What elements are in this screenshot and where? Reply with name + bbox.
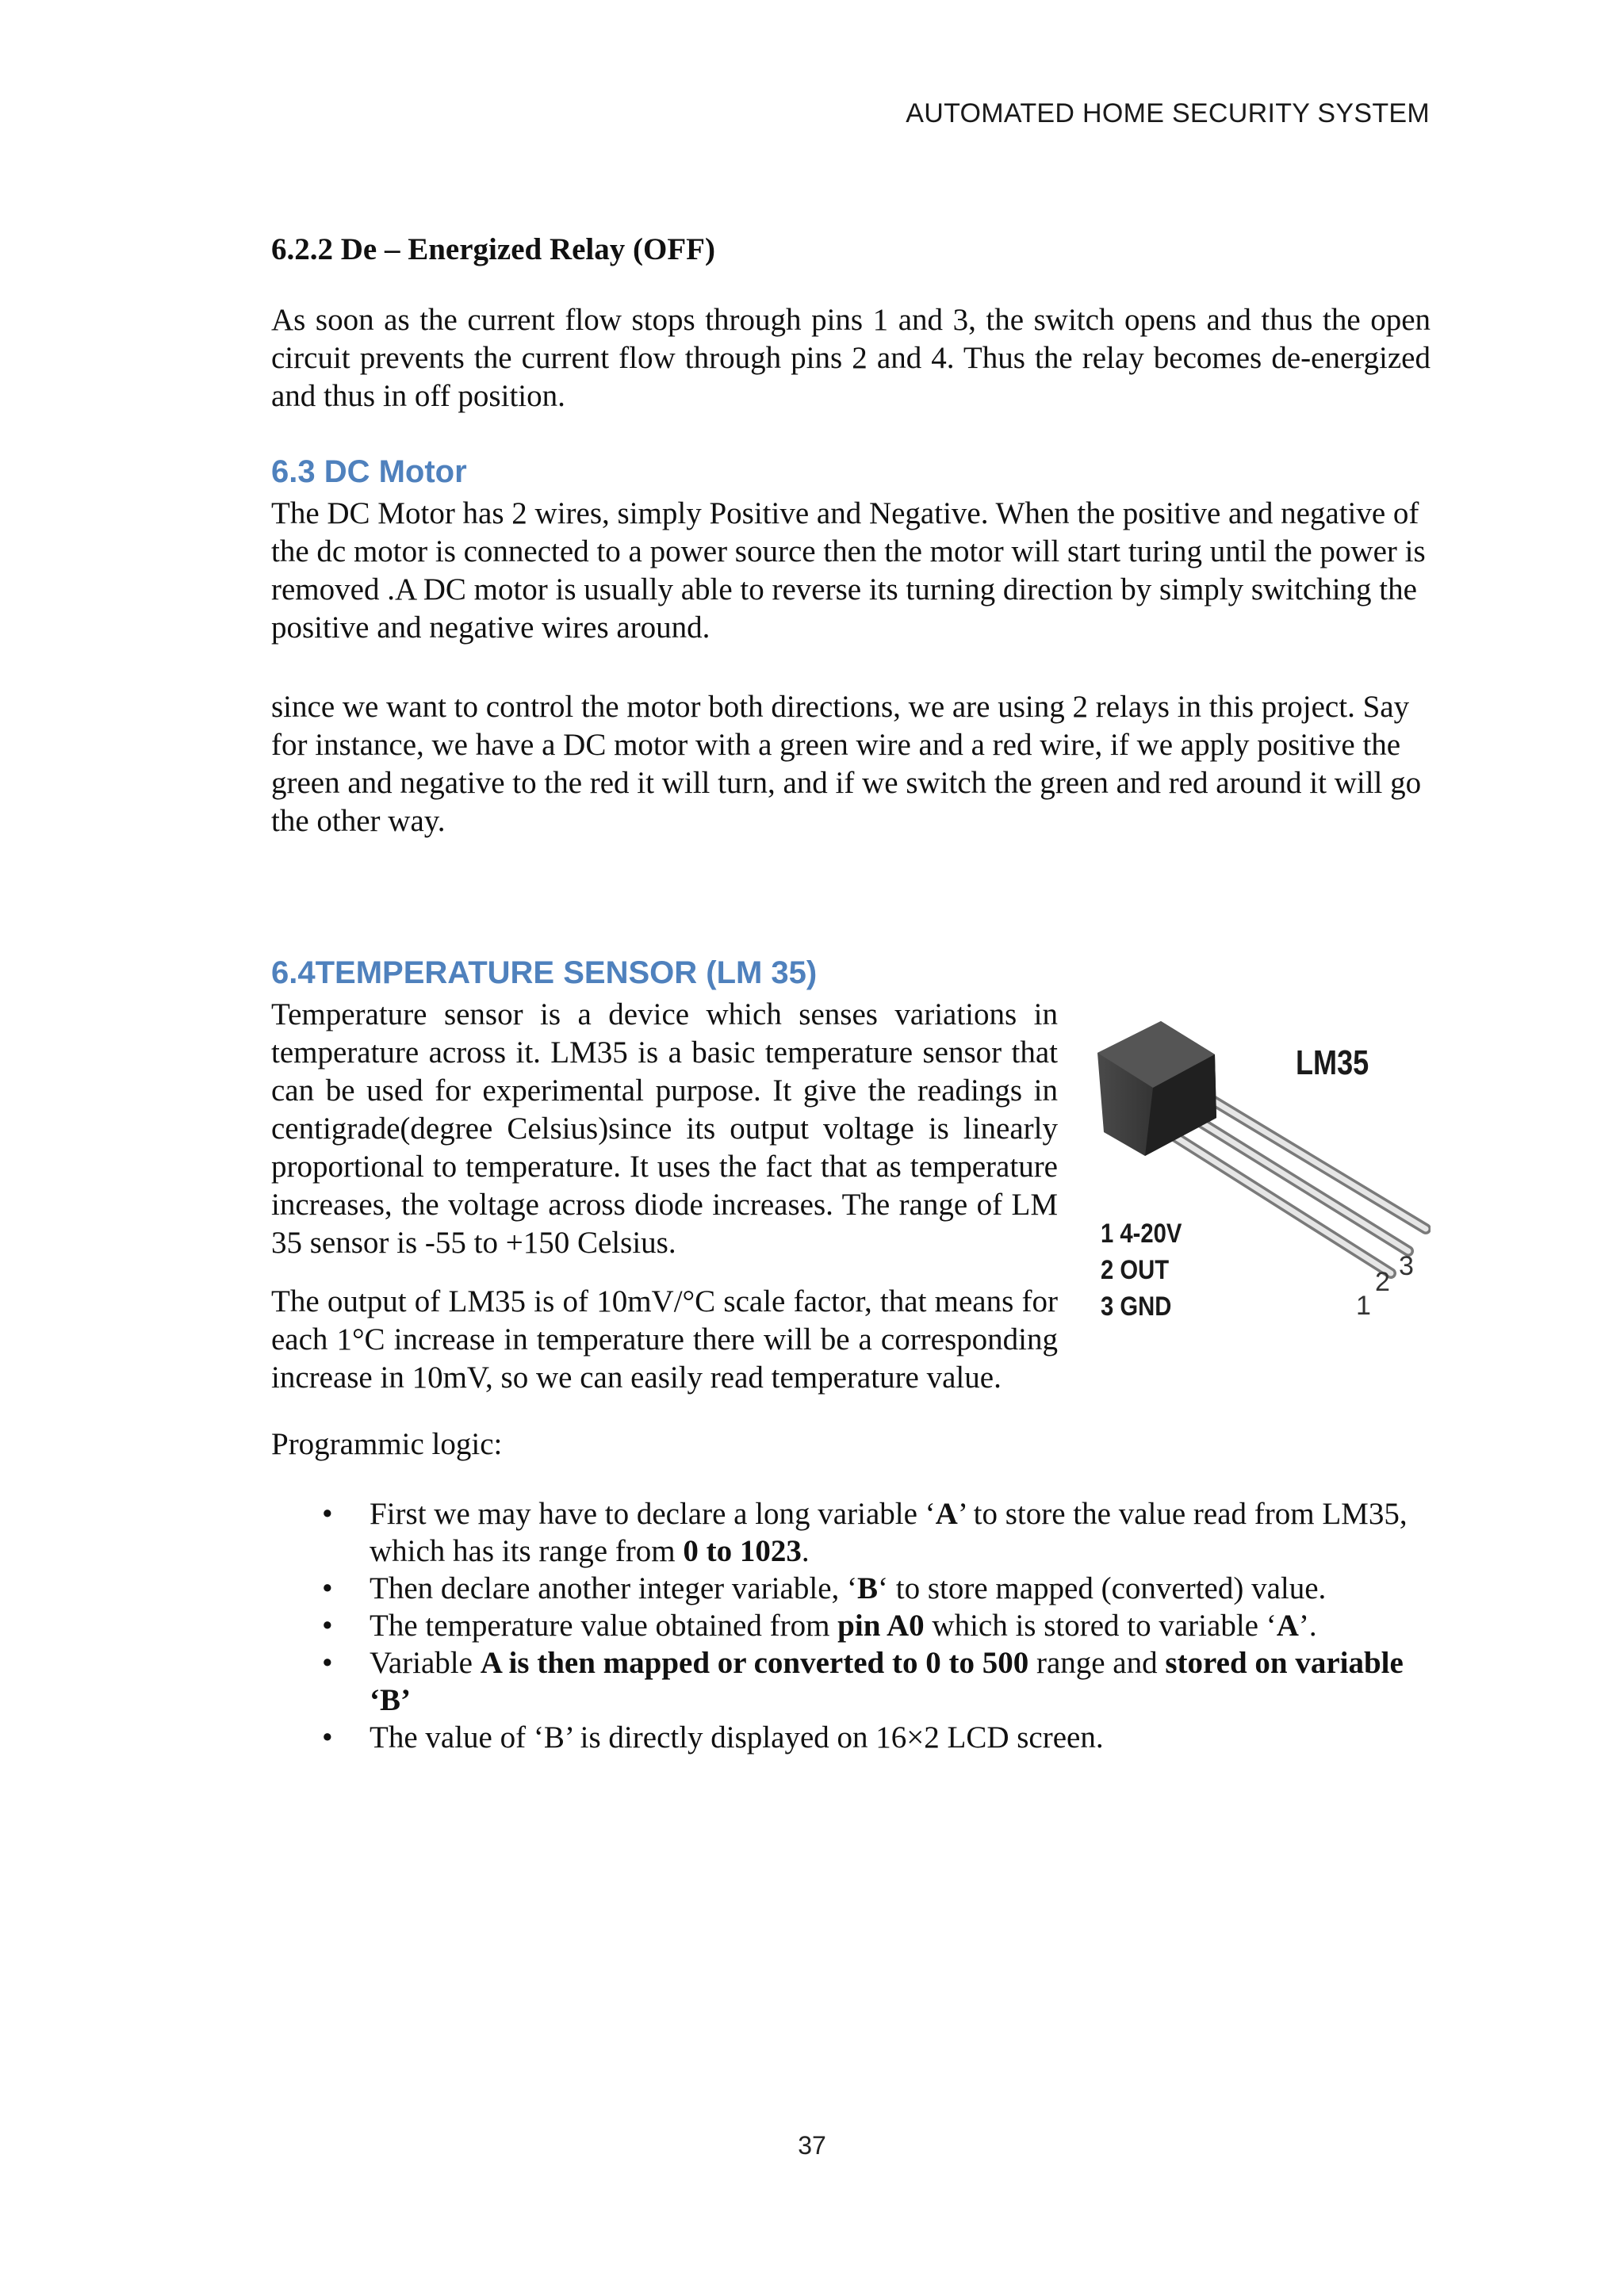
bullet-icon: • <box>322 1571 333 1605</box>
page-number: 37 <box>798 2131 826 2160</box>
relay-off-heading: 6.2.2 De – Energized Relay (OFF) <box>271 232 715 266</box>
bold-text: B <box>857 1571 879 1605</box>
bold-text: A <box>1276 1609 1299 1643</box>
text-segment: The temperature value obtained from <box>370 1609 838 1643</box>
section-gap <box>271 840 1431 934</box>
text-segment: range and <box>1028 1646 1166 1680</box>
dc-motor-heading: 6.3 DC Motor <box>271 454 467 489</box>
text-segment: ’ to store the value read from LM35, which has its range from <box>370 1497 1408 1568</box>
pin-number: 1 <box>1356 1291 1371 1321</box>
temp-sensor-text <box>271 996 1058 1397</box>
text-segment: which is stored to variable ‘ <box>924 1609 1277 1643</box>
bold-text: A <box>935 1497 958 1531</box>
lm35-leads <box>1170 1099 1426 1273</box>
temp-sensor-heading: 6.4TEMPERATURE SENSOR (LM 35) <box>271 955 818 990</box>
text-segment: First we may have to declare a long variable ‘ <box>370 1497 936 1531</box>
logic-list-item <box>271 1495 1431 1570</box>
bold-text: A is then mapped or converted to 0 to 500 <box>480 1646 1029 1680</box>
relay-off-paragraph: As soon as the current flow stops through pins 1 and 3, the switch opens and thus the open circuit prevents the current flow through pins 2 and 4. Thus the relay becomes de-energized and thus in off position. <box>271 303 1431 413</box>
running-header: AUTOMATED HOME SECURITY SYSTEM <box>906 98 1430 128</box>
pin-number: 2 <box>1375 1267 1390 1297</box>
dc-motor-paragraph-1: The DC Motor has 2 wires, simply Positive and Negative. When the positive and negative of the dc motor is connected to a power source then the motor will start turing until the power is removed .A DC motor is usually able to reverse its turning direction by simply switching the positive and negative wires around. <box>271 496 1426 645</box>
text-segment: ‘ to store mapped (converted) value. <box>878 1571 1327 1605</box>
temp-sensor-paragraph-1: Temperature sensor is a device which senses variations in temperature across it. LM35 is a basic temperature sensor that can be used for experimental purpose. It give the readings in centigrade(degree Celsius)since its output voltage is linearly proportional to temperature. It uses the fact that as temperature increases, the voltage across diode increases. The range of LM 35 sensor is -55 to +150 Celsius. <box>271 997 1058 1260</box>
pin-number: 3 <box>1399 1251 1414 1281</box>
pin-label: 2 OUT <box>1101 1255 1170 1285</box>
temp-sensor-paragraph-2: The output of LM35 is of 10mV/°C scale factor, that means for each 1°C increase in temperature there will be a corresponding increase in 10mV, so we can easily read temperature value. <box>271 1284 1058 1395</box>
bullet-icon: • <box>322 1609 333 1643</box>
text-segment: ’. <box>1298 1609 1317 1643</box>
bullet-icon: • <box>322 1720 333 1755</box>
logic-list-item <box>271 1607 1431 1644</box>
text-segment: The value of ‘B’ is directly displayed on 16×2 LCD screen. <box>370 1720 1104 1755</box>
paragraph-gap <box>271 1262 1058 1283</box>
logic-list-item <box>271 1719 1431 1756</box>
chip-title: LM35 <box>1296 1043 1369 1082</box>
temp-sensor-block <box>271 996 1431 1397</box>
text-segment: Then declare another integer variable, ‘ <box>370 1571 857 1605</box>
dc-motor-paragraph-2: since we want to control the motor both directions, we are using 2 relays in this project. Say for instance, we have a DC motor with a green wire and a red wire, if we apply positive the green and negative to the red it will turn, and if we switch the green and red around it will go the other way. <box>271 690 1422 838</box>
text-segment: Variable <box>370 1646 481 1680</box>
bullet-icon: • <box>322 1497 333 1531</box>
logic-intro: Programmic logic: <box>271 1427 503 1461</box>
paragraph-gap <box>271 647 1431 688</box>
bold-text: 0 to 1023 <box>683 1534 802 1568</box>
pin-label: 1 4-20V <box>1101 1219 1182 1249</box>
logic-list <box>271 1495 1431 1756</box>
bullet-icon: • <box>322 1646 333 1680</box>
bold-text: stored on variable ‘B’ <box>370 1646 1404 1717</box>
lm35-figure <box>1097 1021 1431 1354</box>
page-content <box>271 230 1431 1756</box>
bold-text: pin A0 <box>837 1609 925 1643</box>
pin-label-list <box>1101 1215 1182 1325</box>
logic-list-item <box>271 1644 1431 1719</box>
logic-list-item <box>271 1570 1431 1607</box>
lm35-body <box>1097 1021 1216 1156</box>
text-segment: . <box>801 1534 810 1568</box>
pin-label: 3 GND <box>1101 1292 1172 1322</box>
